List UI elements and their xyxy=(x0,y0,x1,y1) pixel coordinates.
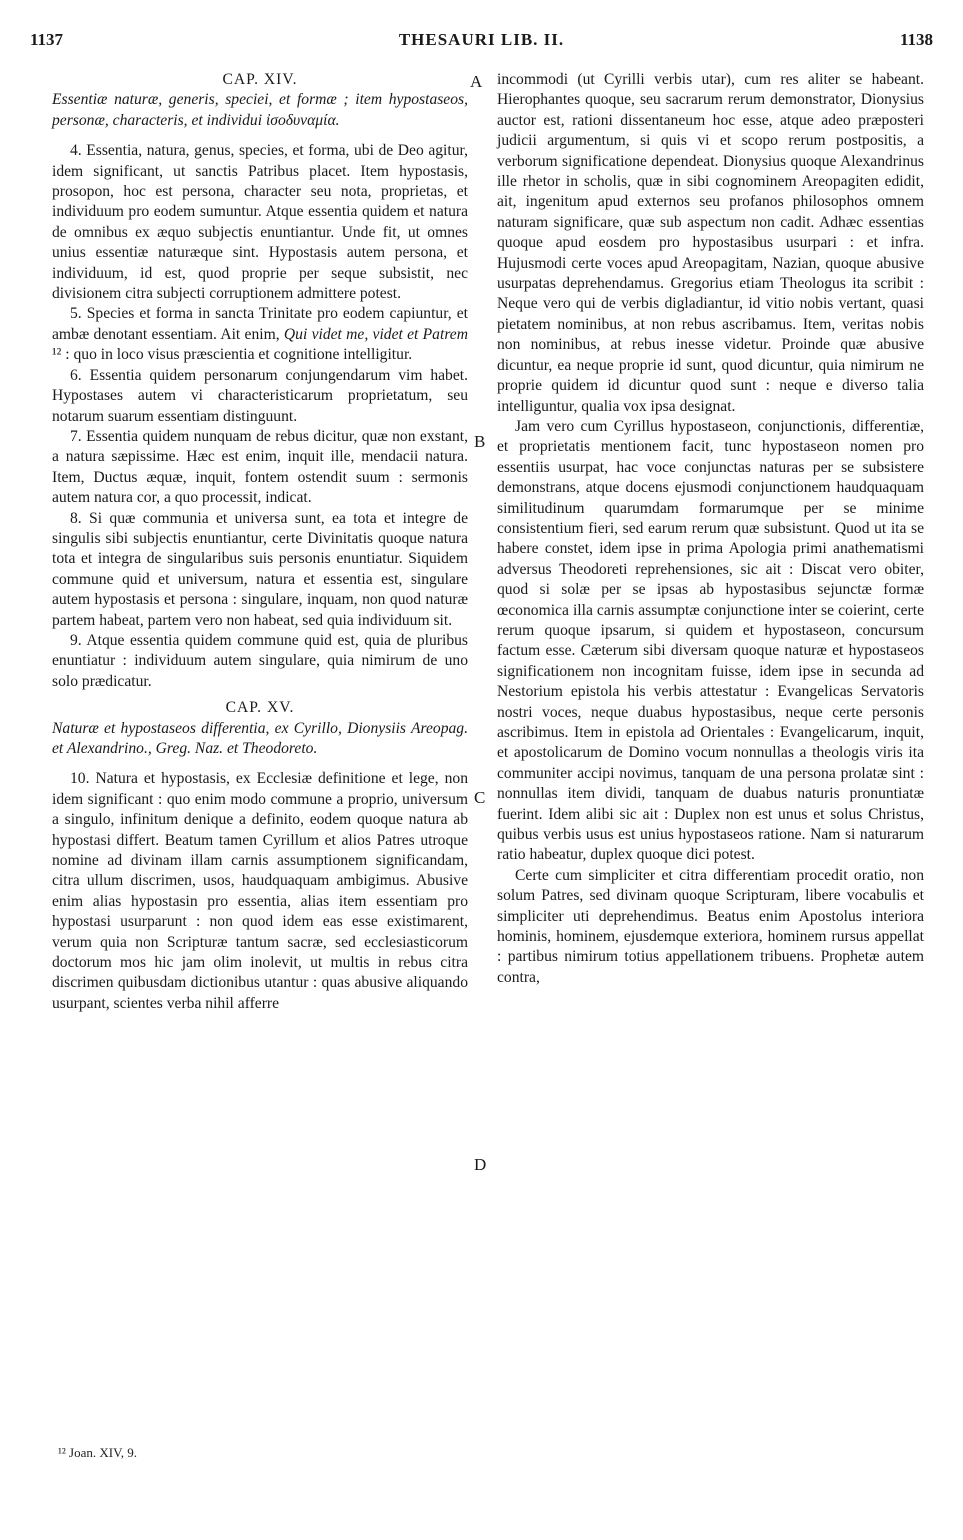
left-column xyxy=(52,70,468,1014)
paragraph-4: 4. Essentia, natura, genus, species, et forma, ubi de Deo agitur, idem significant, ut sanctis Patribus placet. Item hypostasis, prosopon, hoc est persona, character seu nota, proprietas, et individuum pro eodem sumuntur. Atque essentia quidem et natura de omnibus ex æquo subjectis enuntiantur. Unde fit, ut omnes unius essentiæ naturæque sint. Hypostasis autem persona, et individuum, id est, quod proprie per seque subsistit, nec divisionem citra subjecti corruptionem admittere potest. xyxy=(52,142,468,303)
margin-marker-a: A xyxy=(470,72,483,91)
paragraph-5-ref: ¹² : xyxy=(52,346,74,364)
page-number-left: 1137 xyxy=(30,30,64,49)
paragraph-9: 9. Atque essentia quidem commune quid est, quia de pluribus enuntiatur : individuum autem singulare, quia nimirum de uno solo prædicatur. xyxy=(52,631,468,690)
page-header xyxy=(30,30,933,58)
margin-marker-c: C xyxy=(474,788,486,807)
chapter-heading-14: CAP. XIV. xyxy=(222,71,298,88)
paragraph-8: 8. Si quæ communia et universa sunt, ea tota et integre de singulis sibi subjectis enuntiantur, certe Divinitatis quoque natura tota et integra de singularibus suis personis enuntiatur. Siquidem commune quid et universum, natura et essentia est, singulare autem hypostasis et persona : singulare, inquam, non quod naturæ partem habeat, partem vero non habeat, sed quia individuum sit. xyxy=(52,509,468,629)
chapter-heading-15: CAP. XV. xyxy=(225,699,295,717)
paragraph-continued: incommodi (ut Cyrilli verbis utar), cum res aliter se habeant. Hierophantes quoque, seu sacrarum rerum demonstrator, Dionysius auctor est, rationi dissentaneum hoc esse, atque adeo præposteri judicii argumentum, si quis vi et scopo rerum postpositis, a verborum significatione dependeat. Dionysius quoque Alexandrinus ille rhetor in scholis, quæ in sibi cognominem Areopagiten edidit, ait, ingenitum apud externos seu profanos philosophos omnem naturam significare, quæ sub aspectum non cadit. Adhæc essentias quoque apud eosdem pro hypostasibus usurpari : et infra. Hujusmodi certe voces apud Areopagitam, Nazian, quoque abusive usurpatas deprehendamus. Gregorius etiam Theologus ita scribit : Neque vero qui de verbis digladiantur, id vitio nobis vertant, quasi pietatem nominibus, at non rebus ascribamus. Item, veritas nobis non nominibus, at rebus inesse videtur. Proinde quæ abusive dicuntur, ea neque proprie id sunt, quod dicuntur, quia nimirum ne proprie quidem id dicuntur quod sunt : neque e diverso talia intelliguntur, qualia vox ipsa designat. xyxy=(497,71,924,415)
paragraph-5-text-a: 5. Species et forma in sancta Trinitate pro eodem capiuntur, et ambæ denotant essentiam. Ait enim, xyxy=(52,305,468,343)
chapter-summary-15: Naturæ et hypostaseos differentia, ex Cyrillo, Dionysiis Areopag. et Alexandrino., Greg. Naz. et Theodoreto. xyxy=(52,719,468,757)
paragraph-5-quote: Qui videt me, videt et Patrem xyxy=(283,325,468,343)
paragraph-10: 10. Natura et hypostasis, ex Ecclesiæ definitione et lege, non idem significant : quo enim modo commune a proprio, universum a singulo, infinitum denique a definito, eodem quoque natura ab hypostasi differt. Beatum tamen Cyrillum et alios Patres utroque nomine ad divinam illam carnis assumptionem significandam, citra ullum discrimen, usos, haudquaquam ambigimus. Abusive enim alias hypostasin pro essentia, alias item essentiam pro hypostasi usurparunt : non quod idem eas esse existimarent, verum quia non Scripturæ tantum sacræ, sed ecclesiasticorum doctorum mos hic jam olim inolevit, ut multis in rebus citra discrimen quibusdam dictionibus utantur : quas abusive aliquando usurpant, scientes verba nihil afferre xyxy=(52,770,468,1012)
margin-marker-d: D xyxy=(474,1155,487,1174)
paragraph-certe: Certe cum simpliciter et citra differentiam procedit oratio, non solum Patres, sed divinam quoque Scripturam, libere vocabulis et simpliciter uti deprehendimus. Beatus enim Apostolus interiora hominis, hominem, ejusdemque exteriora, hominem rursus appellat : partibus nimirum totius appellationem tribuens. Prophetæ autem contra, xyxy=(497,866,924,986)
paragraph-5-text-b: quo in loco visus præscientia et cognitione intelligitur. xyxy=(73,346,413,364)
page-number-right: 1138 xyxy=(899,30,933,49)
margin-marker-b: B xyxy=(474,432,486,451)
running-title: THESAURI LIB. II. xyxy=(398,30,565,49)
footnote: ¹² Joan. XIV, 9. xyxy=(58,1445,138,1460)
paragraph-7: 7. Essentia quidem nunquam de rebus dicitur, quæ non exstant, a natura sæpissime. Hæc est enim, inquit ille, mendacii natura. Item, Ductus æquæ, inquit, fontem ostendit suum : sermonis autem natura cor, a quo processit, indicat. xyxy=(52,427,468,507)
chapter-summary-14: Essentiæ naturæ, generis, speciei, et formæ ; item hypostaseos, personæ, characteris, et individui ἰσοδυναμία. xyxy=(52,91,468,129)
paragraph-5 xyxy=(52,304,468,365)
paragraph-jam-vero: Jam vero cum Cyrillus hypostaseon, conjunctionis, differentiæ, et proprietatis mentionem facit, tunc hypostaseon nomen pro essentiis usurpat, hac voce conjunctas naturas per se subsistere demonstrans, atque docens ejusmodi conjunctionem haudquaquam similitudinum quarumdam formarumque per se minime consistentium fieri, sed earum rerum quæ subsistunt. Quod ut ita se habere constet, idem ipse in prima Apologia primi anathematismi adversus Theodoreti reprehensiones, sic ait : Discat vero obiter, quod si solæ per se ipsas ab hypostasibus sejunctæ formæ œconomica illa carnis assumptæ conjunctione inter se coierint, certe rerum quoque ipsarum, si quidem et hypostaseon, concursum factum esse. Cæterum sibi diversam quoque naturæ et hypostaseos significationem non incognitam fuisse, idem ipse in secunda ad Nestorium epistola his verbis attestatur : Evangelicas Servatoris nostri voces, neque duabus hypostasibus, neque certe personis ascribimus. Item in epistola ad Orientales : Evangelicarum, inquit, et apostolicarum de Domino vocum nonnullas a theologis viris ita communiter accipi novimus, tanquam de una persona prolatæ sint : nonnullas item dividi, tanquam de duabus naturis pronuntiatæ fuerint. Idem alibi sic ait : Duplex non est unus et solus Christus, quibus verbis usus est unius hypostaseos ratione. Nam si naturarum ratio habeatur, duplex quoque dici potest. xyxy=(497,417,924,864)
right-column xyxy=(497,70,924,988)
paragraph-6: 6. Essentia quidem personarum conjungendarum vim habet. Hypostases autem vi characteristicarum proprietatum, seu notarum suarum essentiam distinguunt. xyxy=(52,366,468,425)
